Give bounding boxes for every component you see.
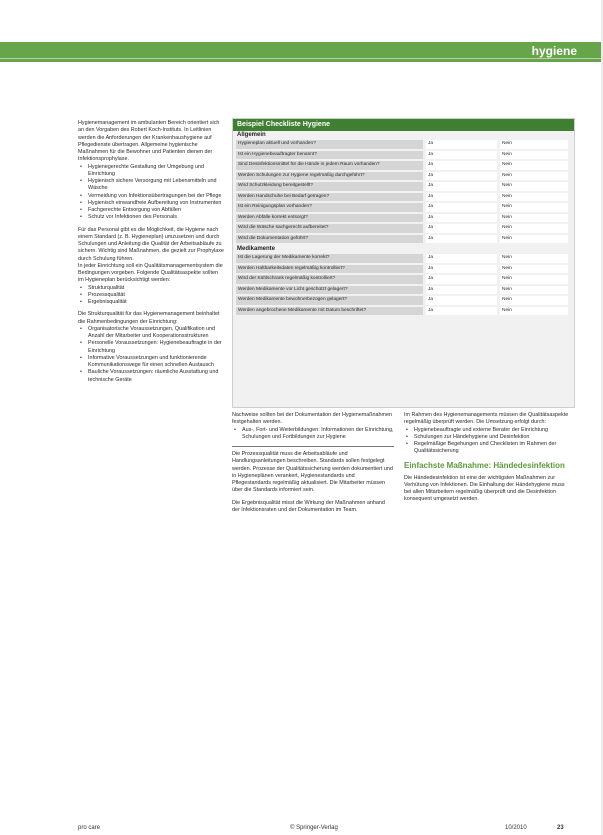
checklist-yes-box[interactable]: Ja bbox=[426, 224, 497, 233]
list-item: • Hygienisch sichere Versorgung mit Lebensmitteln und Wäsche bbox=[88, 178, 224, 193]
checklist-no-box[interactable]: Nein bbox=[500, 182, 568, 191]
text-column-1 bbox=[78, 120, 224, 384]
list-item: • Bauliche Voraussetzungen: räumliche Ausstattung und technische Geräte bbox=[88, 369, 224, 384]
list-item: • Schulungen zur Händehygiene und Desinfektion bbox=[414, 434, 572, 441]
checklist-yes-box[interactable]: Ja bbox=[426, 161, 497, 170]
checklist-general-rows bbox=[233, 140, 574, 243]
checklist-no-box[interactable]: Nein bbox=[500, 161, 568, 170]
checklist-row bbox=[236, 140, 571, 149]
footer-issue: 10/2010 bbox=[505, 825, 527, 831]
paragraph: Die Ergebnisqualität misst die Wirkung der Maßnahmen anhand der Infektionsraten und der Dokumentation im Team. bbox=[232, 499, 385, 513]
checklist-yes-box[interactable]: Ja bbox=[426, 193, 497, 202]
checklist-yes-box[interactable]: Ja bbox=[426, 203, 497, 212]
checklist-yes-box[interactable]: Ja bbox=[426, 254, 497, 263]
checklist-section-medical: Medikamente bbox=[237, 246, 276, 252]
list-item: • Ergebnisqualität bbox=[88, 299, 224, 306]
paragraph: Im Rahmen des Hygienemanagements müssen die Qualitätsaspekte regelmäßig überprüft werden. Die Umsetzung erfolgt durch: bbox=[404, 412, 569, 426]
bullet-list bbox=[78, 164, 224, 222]
checklist-row bbox=[236, 265, 571, 274]
checklist-yes-box[interactable]: Ja bbox=[426, 275, 497, 284]
checklist-yes-box[interactable]: Ja bbox=[426, 235, 497, 244]
checklist-yes-box[interactable]: Ja bbox=[426, 140, 497, 149]
checklist-no-box[interactable]: Nein bbox=[500, 140, 568, 149]
checklist-row bbox=[236, 224, 571, 233]
checklist-question: Sind Desinfektionsmittel für die Hände in jedem Raum vorhanden? bbox=[236, 161, 423, 170]
checklist-yes-box[interactable]: Ja bbox=[426, 214, 497, 223]
bullet-list bbox=[78, 285, 224, 307]
list-item: • Organisatorische Voraussetzungen, Qualifikation und Anzahl der Mitarbeiter und Kooperationsstrukturen bbox=[88, 326, 224, 341]
list-item: • Fachgerechte Entsorgung von Abfällen bbox=[88, 207, 224, 214]
paragraph: Nachweise sollten bei der Dokumentation der Hygienemaßnahmen festgehalten werden. bbox=[232, 412, 393, 426]
list-item: • Vermeidung von Infektionsübertragungen bei der Pflege bbox=[88, 193, 224, 200]
paragraph: Die Händedesinfektion ist eine der wichtigsten Maßnahmen zur Verhütung von Infektionen. Die Einhaltung der Händehygiene muss bei allen Mitarbeitern regelmäßig überprüft und die Desinfektion konsequent umgesetzt werden. bbox=[404, 474, 565, 503]
page-number: 23 bbox=[557, 825, 564, 831]
list-item: • Regelmäßige Begehungen und Checklisten im Rahmen der Qualitätssicherung bbox=[414, 441, 572, 456]
separator bbox=[232, 446, 394, 447]
checklist-question: Ist die Lagerung der Medikamente korrekt? bbox=[236, 254, 423, 263]
list-item: • Informative Voraussetzungen und funktionierende Kommunikationswege für einen schnellen Austausch bbox=[88, 355, 224, 370]
header-rule bbox=[0, 58, 603, 59]
checklist-medical-rows bbox=[233, 254, 574, 315]
checklist-row bbox=[236, 254, 571, 263]
checklist-row bbox=[236, 296, 571, 305]
checklist-question: Wird die Dokumentation geführt? bbox=[236, 235, 423, 244]
list-item: • Aus-, Fort- und Weiterbildungen: Informationen der Einrichtung, Schulungen und Fortbildungen zur Hygiene bbox=[242, 427, 394, 442]
checklist-question: Wird Schutzkleidung bereitgestellt? bbox=[236, 182, 423, 191]
section-header-bar bbox=[0, 42, 603, 62]
footer-publication: pro care bbox=[78, 825, 101, 831]
list-item: • Schutz vor Infektionen des Personals bbox=[88, 214, 224, 221]
checklist-no-box[interactable]: Nein bbox=[500, 224, 568, 233]
checklist-no-box[interactable]: Nein bbox=[500, 296, 568, 305]
checklist-no-box[interactable]: Nein bbox=[500, 214, 568, 223]
section-title: hygiene bbox=[531, 44, 577, 58]
checklist-no-box[interactable]: Nein bbox=[500, 193, 568, 202]
footer-publisher: © Springer-Verlag bbox=[290, 825, 338, 831]
checklist-no-box[interactable]: Nein bbox=[500, 235, 568, 244]
list-item: • Prozessqualität bbox=[88, 292, 224, 299]
checklist-no-box[interactable]: Nein bbox=[500, 265, 568, 274]
list-item: • Personelle Voraussetzungen: Hygienebeauftragte in der Einrichtung bbox=[88, 340, 224, 355]
section-heading: Einfachste Maßnahme: Händedesinfektion bbox=[404, 460, 565, 470]
checklist-question: Werden angebrochene Medikamente mit Datum beschriftet? bbox=[236, 307, 423, 316]
checklist-question: Wird die Wäsche sachgerecht aufbereitet? bbox=[236, 224, 423, 233]
checklist-row bbox=[236, 235, 571, 244]
list-item: • Hygienegerechte Gestaltung der Umgebung und Einrichtung bbox=[88, 164, 224, 179]
paragraph: In jeder Einrichtung soll ein Qualitätsmanagementsystem die Bedingungen vorgeben. Folgende Qualitätsaspekte sollten im Hygieneplan berücksichtigt werden: bbox=[78, 262, 223, 284]
checklist-no-box[interactable]: Nein bbox=[500, 286, 568, 295]
checklist-question: Werden Haltbarkeitsdaten regelmäßig kontrolliert? bbox=[236, 265, 423, 274]
bullet-list bbox=[232, 427, 394, 442]
checklist-row bbox=[236, 161, 571, 170]
checklist-question: Werden Medikamente vor Licht geschützt gelagert? bbox=[236, 286, 423, 295]
list-item: • Strukturqualität bbox=[88, 285, 224, 292]
checklist-yes-box[interactable]: Ja bbox=[426, 182, 497, 191]
checklist-section-general: Allgemein bbox=[237, 132, 266, 138]
checklist-row bbox=[236, 151, 571, 160]
checklist-row bbox=[236, 193, 571, 202]
checklist-row bbox=[236, 182, 571, 191]
list-item: • Hygienebeauftragte und externe Berater der Einrichtung bbox=[414, 427, 572, 434]
bullet-list bbox=[78, 326, 224, 384]
checklist-row bbox=[236, 275, 571, 284]
checklist-question: Werden Handschuhe bei Bedarf getragen? bbox=[236, 193, 423, 202]
checklist-no-box[interactable]: Nein bbox=[500, 151, 568, 160]
checklist-box bbox=[232, 118, 575, 408]
checklist-row bbox=[236, 214, 571, 223]
checklist-no-box[interactable]: Nein bbox=[500, 307, 568, 316]
checklist-row bbox=[236, 203, 571, 212]
checklist-question: Werden Medikamente bewohnerbezogen gelagert? bbox=[236, 296, 423, 305]
checklist-yes-box[interactable]: Ja bbox=[426, 172, 497, 181]
paragraph: Hygienemanagement im ambulanten Bereich orientiert sich an den Vorgaben des Robert Koch-Instituts. In Leitlinien werden die Anforderungen der Krankenhaushygiene auf Pflegedienste übertragen. Allgemeine hygienische Maßnahmen für die Bewohner und Patienten dienen der Infektionsprophylaxe. bbox=[78, 120, 220, 163]
checklist-row bbox=[236, 286, 571, 295]
checklist-no-box[interactable]: Nein bbox=[500, 275, 568, 284]
checklist-no-box[interactable]: Nein bbox=[500, 254, 568, 263]
checklist-question: Werden Abfälle korrekt entsorgt? bbox=[236, 214, 423, 223]
checklist-title: Beispiel Checkliste Hygiene bbox=[233, 119, 574, 131]
checklist-no-box[interactable]: Nein bbox=[500, 172, 568, 181]
checklist-yes-box[interactable]: Ja bbox=[426, 151, 497, 160]
checklist-row bbox=[236, 172, 571, 181]
checklist-no-box[interactable]: Nein bbox=[500, 203, 568, 212]
checklist-yes-box[interactable]: Ja bbox=[426, 307, 497, 316]
text-column-3 bbox=[404, 412, 572, 504]
checklist-row bbox=[236, 307, 571, 316]
checklist-yes-box[interactable]: Ja bbox=[426, 286, 497, 295]
bullet-list bbox=[404, 427, 572, 456]
checklist-question: Ist ein Reinigungsplan vorhanden? bbox=[236, 203, 423, 212]
checklist-yes-box[interactable]: Ja bbox=[426, 265, 497, 274]
list-item: • Hygienisch einwandfreie Aufbereitung von Instrumenten bbox=[88, 200, 224, 207]
checklist-yes-box[interactable]: Ja bbox=[426, 296, 497, 305]
paragraph: Die Prozessqualität muss die Arbeitsabläufe und Handlungsanleitungen beschreiben. Standards sollen festgelegt werden. Prozesse der Qualitätssicherung werden dokumentiert und in Hygieneplänen verankert, Hygienestandards und Pflegestandards regelmäßig aktualisiert. Die Mitarbeiter müssen über die Standards informiert sein. bbox=[232, 451, 393, 494]
checklist-question: Wird der Kühlschrank regelmäßig kontrolliert? bbox=[236, 275, 423, 284]
paragraph: Die Strukturqualität für das Hygienemanagement beinhaltet die Rahmenbedingungen der Einrichtung: bbox=[78, 311, 220, 325]
checklist-question: Werden Schulungen zur Hygiene regelmäßig durchgeführt? bbox=[236, 172, 423, 181]
text-column-2 bbox=[232, 412, 394, 514]
checklist-question: Hygieneplan aktuell und vorhanden? bbox=[236, 140, 423, 149]
paragraph: Für das Personal gibt es die Möglichkeit, die Hygiene nach einem Standard (z. B. Hygieneplan) umzusetzen und durch Schulungen und Anleitung die Qualität der Arbeitsabläufe zu sichern. Wichtig sind Maßnahmen, die gezielt zur Prophylaxe durch Schulung führen. bbox=[78, 226, 224, 262]
checklist-question: Ist ein Hygienebeauftragter benannt? bbox=[236, 151, 423, 160]
